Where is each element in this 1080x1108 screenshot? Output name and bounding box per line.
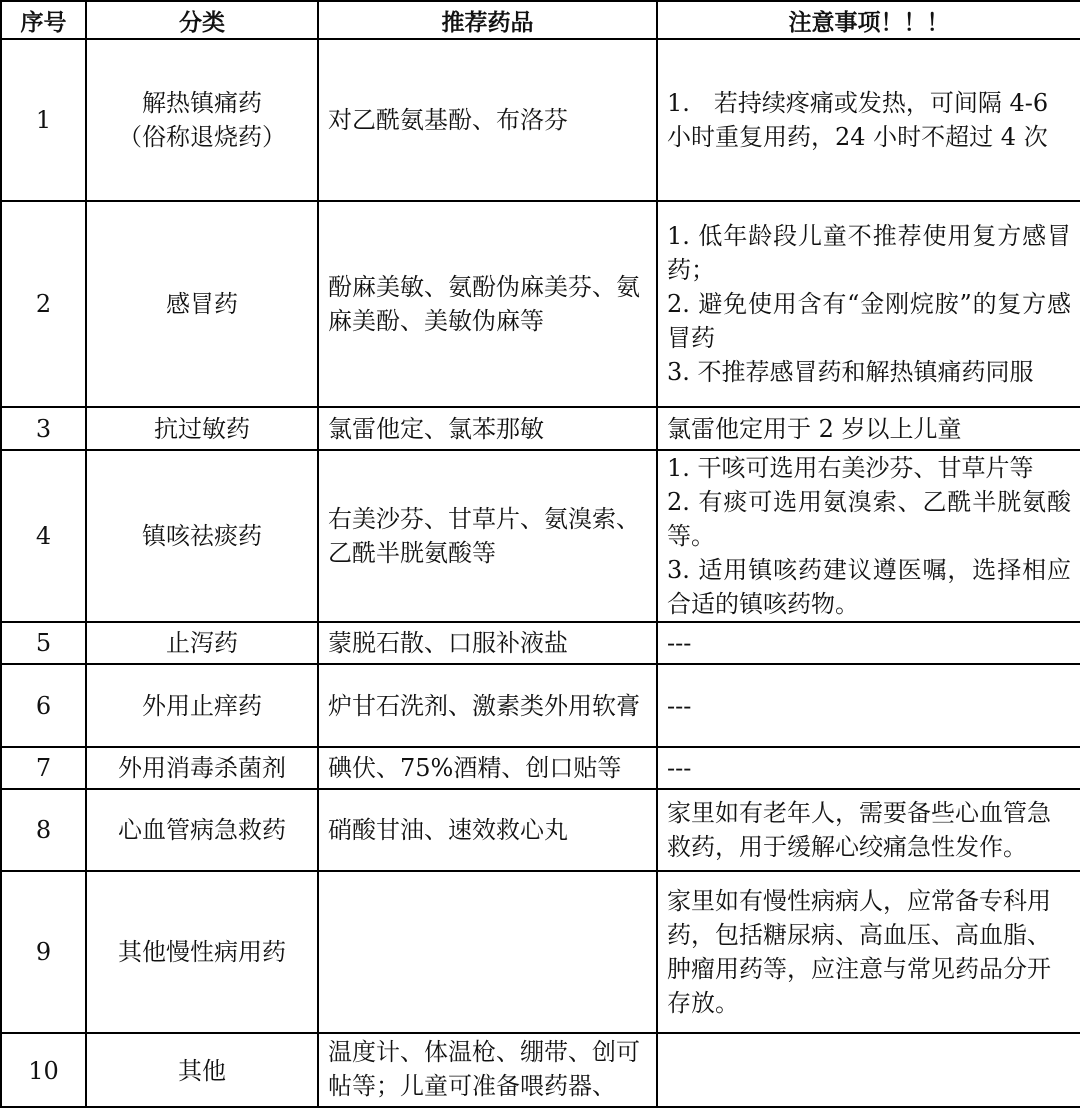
row-no: 4 bbox=[1, 450, 86, 622]
row-no: 3 bbox=[1, 407, 86, 450]
category-line: 镇咳祛痰药 bbox=[142, 522, 262, 550]
row-category bbox=[86, 789, 318, 871]
table-row bbox=[1, 664, 1080, 747]
row-category bbox=[86, 871, 318, 1033]
row-notes bbox=[657, 871, 1080, 1033]
row-no: 8 bbox=[1, 789, 86, 871]
table-row bbox=[1, 1033, 1080, 1107]
table-row bbox=[1, 871, 1080, 1033]
header-drugs: 推荐药品 bbox=[318, 1, 657, 39]
table-row bbox=[1, 747, 1080, 789]
row-drugs: 碘伏、75%酒精、创口贴等 bbox=[318, 747, 657, 789]
row-category bbox=[86, 39, 318, 201]
header-category: 分类 bbox=[86, 1, 318, 39]
note-line: 氯雷他定用于 2 岁以上儿童 bbox=[667, 414, 962, 443]
row-drugs: 氯雷他定、氯苯那敏 bbox=[318, 407, 657, 450]
row-category bbox=[86, 201, 318, 407]
table-row bbox=[1, 450, 1080, 622]
row-category bbox=[86, 1033, 318, 1107]
note-line: 2. 避免使用含有“金刚烷胺”的复方感冒药 bbox=[667, 290, 1071, 352]
category-line: 外用止痒药 bbox=[142, 691, 262, 720]
category-line: 解热镇痛药 bbox=[142, 89, 262, 117]
note-line: 1. 干咳可选用右美沙芬、甘草片等 bbox=[667, 454, 1034, 482]
row-drugs: 对乙酰氨基酚、布洛芬 bbox=[318, 39, 657, 201]
row-no: 2 bbox=[1, 201, 86, 407]
note-line: 1. 若持续疼痛或发热，可间隔 4-6 小时重复用药，24 小时不超过 4 次 bbox=[667, 89, 1049, 151]
header-notes: 注意事项！！！ bbox=[657, 1, 1080, 39]
row-no: 1 bbox=[1, 39, 86, 201]
row-drugs bbox=[318, 871, 657, 1033]
header-no: 序号 bbox=[1, 1, 86, 39]
row-category bbox=[86, 664, 318, 747]
note-line: 家里如有老年人，需要备些心血管急救药，用于缓解心绞痛急性发作。 bbox=[667, 799, 1051, 861]
row-drugs: 温度计、体温枪、绷带、创可帖等；儿童可准备喂药器、 bbox=[318, 1033, 657, 1107]
row-no: 10 bbox=[1, 1033, 86, 1107]
category-line: 止泻药 bbox=[166, 629, 238, 657]
row-notes bbox=[657, 407, 1080, 450]
note-line: 1. 低年龄段儿童不推荐使用复方感冒药； bbox=[667, 222, 1071, 284]
table-row bbox=[1, 39, 1080, 201]
row-notes bbox=[657, 39, 1080, 201]
table-row bbox=[1, 407, 1080, 450]
table-row bbox=[1, 789, 1080, 871]
row-drugs: 炉甘石洗剂、激素类外用软膏 bbox=[318, 664, 657, 747]
note-line: 家里如有慢性病病人，应常备专科用药，包括糖尿病、高血压、高血脂、肿瘤用药等，应注意与常见药品分开存放。 bbox=[667, 887, 1051, 1017]
category-line: （俗称退烧药） bbox=[118, 123, 286, 151]
note-line: 3. 适用镇咳药建议遵医嘱，选择相应合适的镇咳药物。 bbox=[667, 556, 1071, 618]
header-row bbox=[1, 1, 1080, 39]
row-notes bbox=[657, 622, 1080, 664]
row-drugs: 蒙脱石散、口服补液盐 bbox=[318, 622, 657, 664]
row-category bbox=[86, 407, 318, 450]
row-category bbox=[86, 450, 318, 622]
row-category bbox=[86, 622, 318, 664]
note-line: --- bbox=[667, 691, 692, 720]
table-row bbox=[1, 622, 1080, 664]
row-drugs: 酚麻美敏、氨酚伪麻美芬、氨麻美酚、美敏伪麻等 bbox=[318, 201, 657, 407]
row-no: 6 bbox=[1, 664, 86, 747]
row-drugs: 右美沙芬、甘草片、氨溴索、乙酰半胱氨酸等 bbox=[318, 450, 657, 622]
row-no: 7 bbox=[1, 747, 86, 789]
category-line: 外用消毒杀菌剂 bbox=[118, 754, 286, 782]
row-notes bbox=[657, 201, 1080, 407]
note-line: 2. 有痰可选用氨溴索、乙酰半胱氨酸等。 bbox=[667, 488, 1071, 550]
category-line: 感冒药 bbox=[166, 290, 238, 318]
note-line: 3. 不推荐感冒药和解热镇痛药同服 bbox=[667, 358, 1034, 386]
category-line: 其他慢性病用药 bbox=[118, 938, 286, 966]
row-notes bbox=[657, 747, 1080, 789]
note-line: --- bbox=[667, 754, 692, 782]
row-drugs: 硝酸甘油、速效救心丸 bbox=[318, 789, 657, 871]
row-no: 9 bbox=[1, 871, 86, 1033]
table-row bbox=[1, 201, 1080, 407]
category-line: 心血管病急救药 bbox=[118, 816, 286, 844]
category-line: 其他 bbox=[178, 1056, 226, 1085]
note-line: --- bbox=[667, 629, 692, 657]
row-category bbox=[86, 747, 318, 789]
category-line: 抗过敏药 bbox=[154, 414, 250, 443]
row-notes bbox=[657, 664, 1080, 747]
row-notes bbox=[657, 1033, 1080, 1107]
row-notes bbox=[657, 789, 1080, 871]
row-notes bbox=[657, 450, 1080, 622]
row-no: 5 bbox=[1, 622, 86, 664]
